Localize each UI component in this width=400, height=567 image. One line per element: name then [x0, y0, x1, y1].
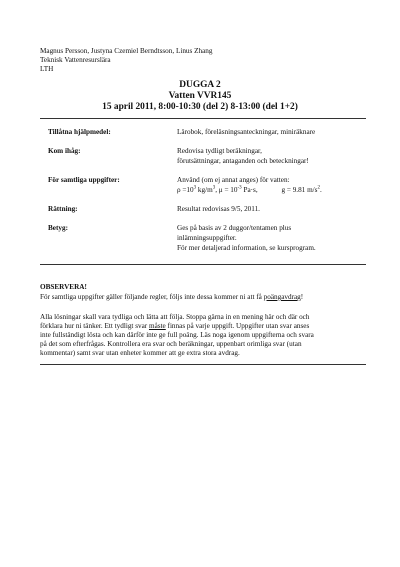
all-tasks-label: För samtliga uppgifter:: [48, 176, 120, 184]
remember-line-2: förutsättningar, antaganden och beteckningar!: [177, 157, 309, 165]
rho-unit: kg/m: [196, 186, 213, 194]
grade-label: Betyg:: [48, 224, 68, 232]
rho-value: ρ =10: [177, 186, 194, 194]
allowed-aids-label: Tillåtna hjälpmedel:: [48, 128, 111, 136]
gravity-exponent: 2: [317, 185, 320, 191]
authors: Magnus Persson, Justyna Czemiel Berndtsson, Linus Zhang: [40, 47, 213, 55]
course-code: Vatten VVR145: [168, 91, 232, 101]
remember-line-1: Redovisa tydligt beräkningar,: [177, 147, 262, 155]
rho-exponent: 3: [193, 185, 197, 191]
divider-top: [40, 118, 366, 119]
mu-exponent: -3: [237, 185, 242, 191]
gravity-end: .: [319, 186, 322, 194]
notice-paragraph-line-4: på det som efterfrågas. Kontrollera era svar och beräkningar, uppenbart orimliga svar (utan: [40, 340, 302, 348]
university: LTH: [40, 65, 54, 73]
rho-unit-exponent: 3: [212, 185, 216, 191]
exam-date: 15 april 2011, 8:00-10:30 (del 2) 8-13:00 (del 1+2): [102, 102, 298, 112]
notice-paragraph-line-5: kommentar) samt svar utan enheter kommer att ge extra stora avdrag.: [40, 349, 240, 357]
water-constants-intro: Använd (om ej annat anges) för vatten:: [177, 176, 290, 184]
point-deduction-text: poängavdrag: [263, 293, 301, 301]
exam-title: DUGGA 2: [179, 80, 221, 90]
grading-value: Resultat redovisas 9/5, 2011.: [177, 205, 260, 213]
must-text: måste: [148, 322, 166, 330]
grading-label: Rättning:: [48, 205, 78, 213]
gravity-value: g = 9.81 m/s: [281, 186, 318, 194]
grade-line-2: inlämningsuppgifter.: [177, 234, 237, 242]
divider-middle: [40, 264, 366, 265]
notice-rule-text: För samtliga uppgifter gäller följande regler, följs inte dessa kommer ni att få: [40, 293, 264, 301]
allowed-aids-value: Lärobok, föreläsningsanteckningar, miniräknare: [177, 128, 316, 136]
notice-p2-l2-pre: förklara hur ni tänker. Ett tydligt svar: [40, 322, 149, 330]
notice-rule-end: !: [300, 293, 304, 301]
notice-heading: OBSERVERA!: [40, 283, 87, 291]
notice-paragraph-line-1: Alla lösningar skall vara tydliga och lätta att följa. Stoppa gärna in en mening här och där och: [40, 313, 310, 321]
grade-line-3: För mer detaljerad information, se kursprogram.: [177, 244, 316, 252]
remember-label: Kom ihåg:: [48, 147, 81, 155]
notice-rule-line: [40, 293, 303, 302]
mu-unit: Pa·s,: [241, 186, 258, 194]
grade-line-1: Ges på basis av 2 duggor/tentamen plus: [177, 224, 292, 232]
notice-p2-l2-post: finnas på varje uppgift. Uppgifter utan svar anses: [165, 322, 310, 330]
divider-bottom: [40, 364, 366, 365]
notice-paragraph-line-3: inte fullständigt lösta och kan därför inte ge full poäng. Läs noga igenom uppgifterna och svara: [40, 331, 314, 339]
water-constants: [177, 186, 322, 196]
mu-value: , μ = 10: [215, 186, 238, 194]
notice-paragraph-line-2: [40, 322, 309, 331]
department: Teknisk Vattenresurslära: [40, 56, 111, 64]
